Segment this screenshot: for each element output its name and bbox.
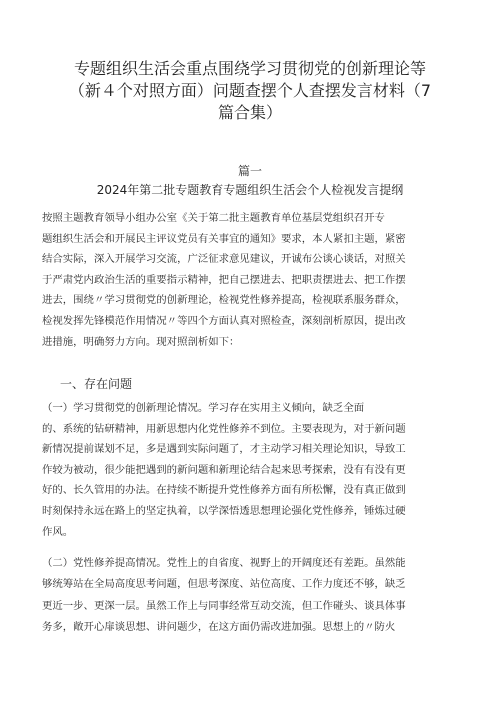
subtitle: 2024年第二批专题教育专题组织生活会个人检视发言提纲 (96, 183, 404, 197)
document-title (60, 58, 440, 124)
text-line: 进去，围绕〃学习贯彻党的创新理论，检视党性修养提高，检视联系服务群众， (42, 294, 406, 307)
text-line: 进措施，明确努力方向。现对照剖析如下： (42, 335, 240, 348)
title-line: （新４个对照方面）问题查摆个人查摆发言材料（7 (68, 81, 432, 100)
text-line: 检视发挥先锋模范作用情况〃等四个方面认真对照检查，深刻剖析原因，提出改 (42, 314, 406, 327)
intro-paragraph (42, 208, 460, 352)
title-line: 专题组织生活会重点围绕学习贯彻党的创新理论等 (73, 59, 426, 78)
text-line: 作较为被动，很少能把遇到的新问题和新理论结合起来思考探索，没有有没有更 (42, 463, 406, 476)
text-line: 题组织生活会和开展民主评议党员有关事宜的通知》要求，本人紧扣主题，紧密 (42, 232, 406, 245)
text-line: 够统筹站在全局高度思考问题，但思考深度、站位高度、工作力度还不够，缺乏 (42, 578, 406, 591)
title-line: 篇合集） (217, 103, 282, 122)
text-line: 按照主题教育领导小组办公室《关于第二批主题教育单位基层党组织召开专 (42, 212, 385, 224)
item-two-paragraph (42, 553, 460, 639)
text-line: 结合实际，深入开展学习交流，广泛征求意见建议，开诚布公谈心谈话，对照关 (42, 253, 406, 266)
section-heading: 一、存在问题 (60, 377, 133, 391)
text-line: 的、系统的钻研精神，用新思想内化党性修养不到位。主要表现为，对于新问题 (42, 422, 406, 435)
text-line: 务多，敞开心扉谈思想、讲问题少，在这方面仍需改进加强。思想上的〃防火 (42, 621, 396, 634)
text-line: 作风。 (42, 525, 74, 538)
section-label: 篇一 (237, 164, 262, 178)
text-line: 时刻保持永远在路上的坚定执着，以学深悟透思想理论强化党性修养，锤炼过硬 (42, 504, 406, 517)
text-line: （一）学习贯彻党的创新理论情况。学习存在实用主义倾向，缺乏全面 (42, 402, 365, 414)
text-line: 好的、长久管用的办法。在持续不断提升党性修养方面有所松懈，没有真正做到 (42, 484, 406, 497)
text-line: （二）党性修养提高情况。党性上的自省度、视野上的开阔度还有差距。虽然能 (42, 557, 406, 569)
text-line: 新情况提前谋划不足，多是遇到实际问题了，才主动学习相关理论知识，导致工 (42, 443, 406, 456)
item-one-paragraph (42, 398, 460, 542)
text-line: 于严肃党内政治生活的重要指示精神，把自己摆进去、把职责摆进去、把工作摆 (42, 273, 406, 286)
text-line: 更近一步、更深一层。虽然工作上与同事经常互动交流，但工作碰头、谈具体事 (42, 599, 406, 612)
